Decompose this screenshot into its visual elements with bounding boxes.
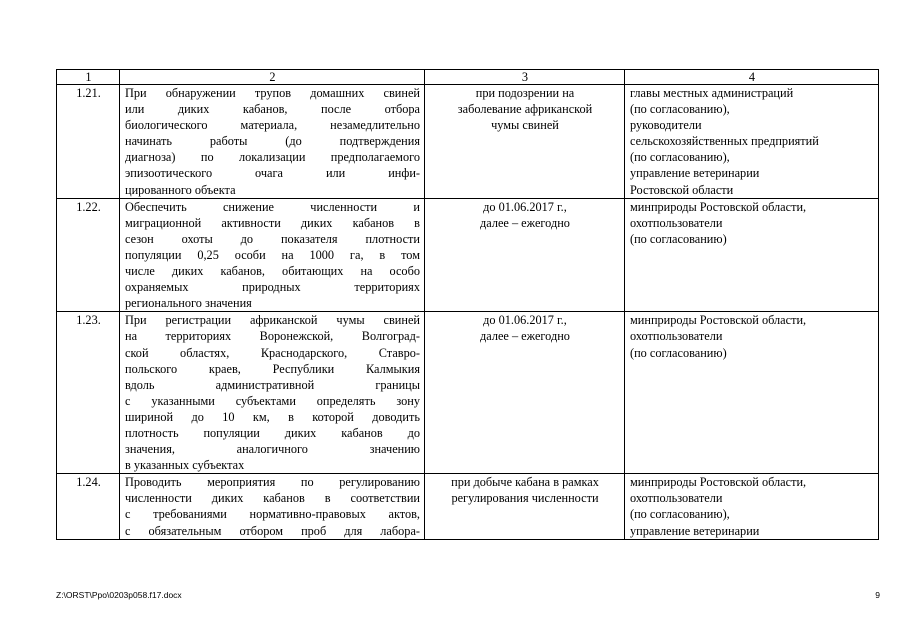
responsible-line: минприроды Ростовской области, [630,199,807,214]
action-line: диагноза) по локализации предполагаемого [125,150,420,165]
column-number-3: 3 [425,70,625,85]
deadline-line: до 01.06.2017 г., [483,313,567,328]
responsible-cell [625,474,879,539]
action-line: или диких кабанов, после отбора [125,102,420,117]
deadline-line: при подозрении на [475,86,575,100]
responsible-line: управление ветеринарии [630,523,760,538]
deadline-line: при добыче кабана в рамках [451,475,599,490]
deadline-line: регулирования численности [451,491,599,506]
measures-table [56,69,879,540]
responsible-cell [625,85,879,199]
responsible-line: охотпользователи [630,215,723,230]
deadline-cell [425,312,625,474]
footer-page-number: 9 [875,590,880,600]
action-line: При регистрации африканской чумы свиней [125,313,420,328]
responsible-line: минприроды Ростовской области, [630,475,807,490]
responsible-line: главы местных администраций [630,86,794,100]
action-line: сезон охоты до показателя плотности [125,231,420,246]
action-line: с указанными субъектами определять зону [125,393,420,408]
deadline-cell [425,198,625,312]
action-line: При обнаружении трупов домашних свиней [125,86,420,100]
action-line: с требованиями нормативно-правовых актов, [125,507,420,522]
deadline-cell [425,474,625,539]
action-line: с обязательным отбором проб для лабора- [125,523,420,538]
table-header-row [57,70,879,85]
action-line: шириной до 10 км, в которой доводить [125,409,420,424]
row-number: 1.21. [57,85,120,199]
responsible-cell [625,312,879,474]
deadline-cell [425,85,625,199]
table-row [57,85,879,199]
action-cell [120,312,425,474]
action-line: цированного объекта [125,182,236,197]
responsible-line: (по согласованию) [630,231,727,246]
deadline-line: заболевание африканской [457,102,593,117]
table-row [57,312,879,474]
footer-file-path: Z:\ORST\Ppo\0203p058.f17.docx [56,590,182,600]
action-line: популяции 0,25 особи на 1000 га, в том [125,247,420,262]
column-number-2: 2 [120,70,425,85]
row-number: 1.22. [57,198,120,312]
responsible-line: сельскохозяйственных предприятий [630,134,819,149]
action-line: Проводить мероприятия по регулированию [125,475,420,490]
column-number-1: 1 [57,70,120,85]
responsible-line: управление ветеринарии [630,166,760,181]
action-line: миграционной активности диких кабанов в [125,215,420,230]
column-number-4: 4 [625,70,879,85]
responsible-line: Ростовской области [630,182,734,197]
action-line: значения, аналогичного значению [125,442,420,457]
responsible-line: (по согласованию), [630,150,730,165]
action-line: плотность популяции диких кабанов до [125,425,420,440]
action-line: эпизоотического очага или инфи- [125,166,420,181]
action-cell [120,85,425,199]
deadline-line: далее – ежегодно [480,215,570,230]
action-line: в указанных субъектах [125,458,245,473]
responsible-line: (по согласованию), [630,102,730,117]
responsible-line: руководители [630,118,702,133]
action-line: охраняемых природных территориях [125,280,420,295]
table-row [57,474,879,539]
action-line: Обеспечить снижение численности и [125,199,420,214]
deadline-line: далее – ежегодно [480,329,570,344]
responsible-line: (по согласованию) [630,345,727,360]
responsible-line: (по согласованию), [630,507,730,522]
responsible-line: минприроды Ростовской области, [630,313,807,328]
action-cell [120,474,425,539]
responsible-line: охотпользователи [630,329,723,344]
action-line: биологического материала, незамедлительно [125,118,420,133]
responsible-cell [625,198,879,312]
action-line: вдоль административной границы [125,377,420,392]
table-row [57,198,879,312]
deadline-line: до 01.06.2017 г., [483,199,567,214]
action-line: численности диких кабанов в соответствии [125,491,420,506]
action-cell [120,198,425,312]
deadline-line: чумы свиней [491,118,559,133]
action-line: на территориях Воронежской, Волгоград- [125,329,420,344]
action-line: ской областях, Краснодарского, Ставро- [125,345,420,360]
action-line: числе диких кабанов, обитающих на особо [125,264,420,279]
row-number: 1.23. [57,312,120,474]
action-line: польского краев, Республики Калмыкия [125,361,420,376]
responsible-line: охотпользователи [630,491,723,506]
action-line: регионального значения [125,296,252,311]
row-number: 1.24. [57,474,120,539]
action-line: начинать работы (до подтверждения [125,134,420,149]
